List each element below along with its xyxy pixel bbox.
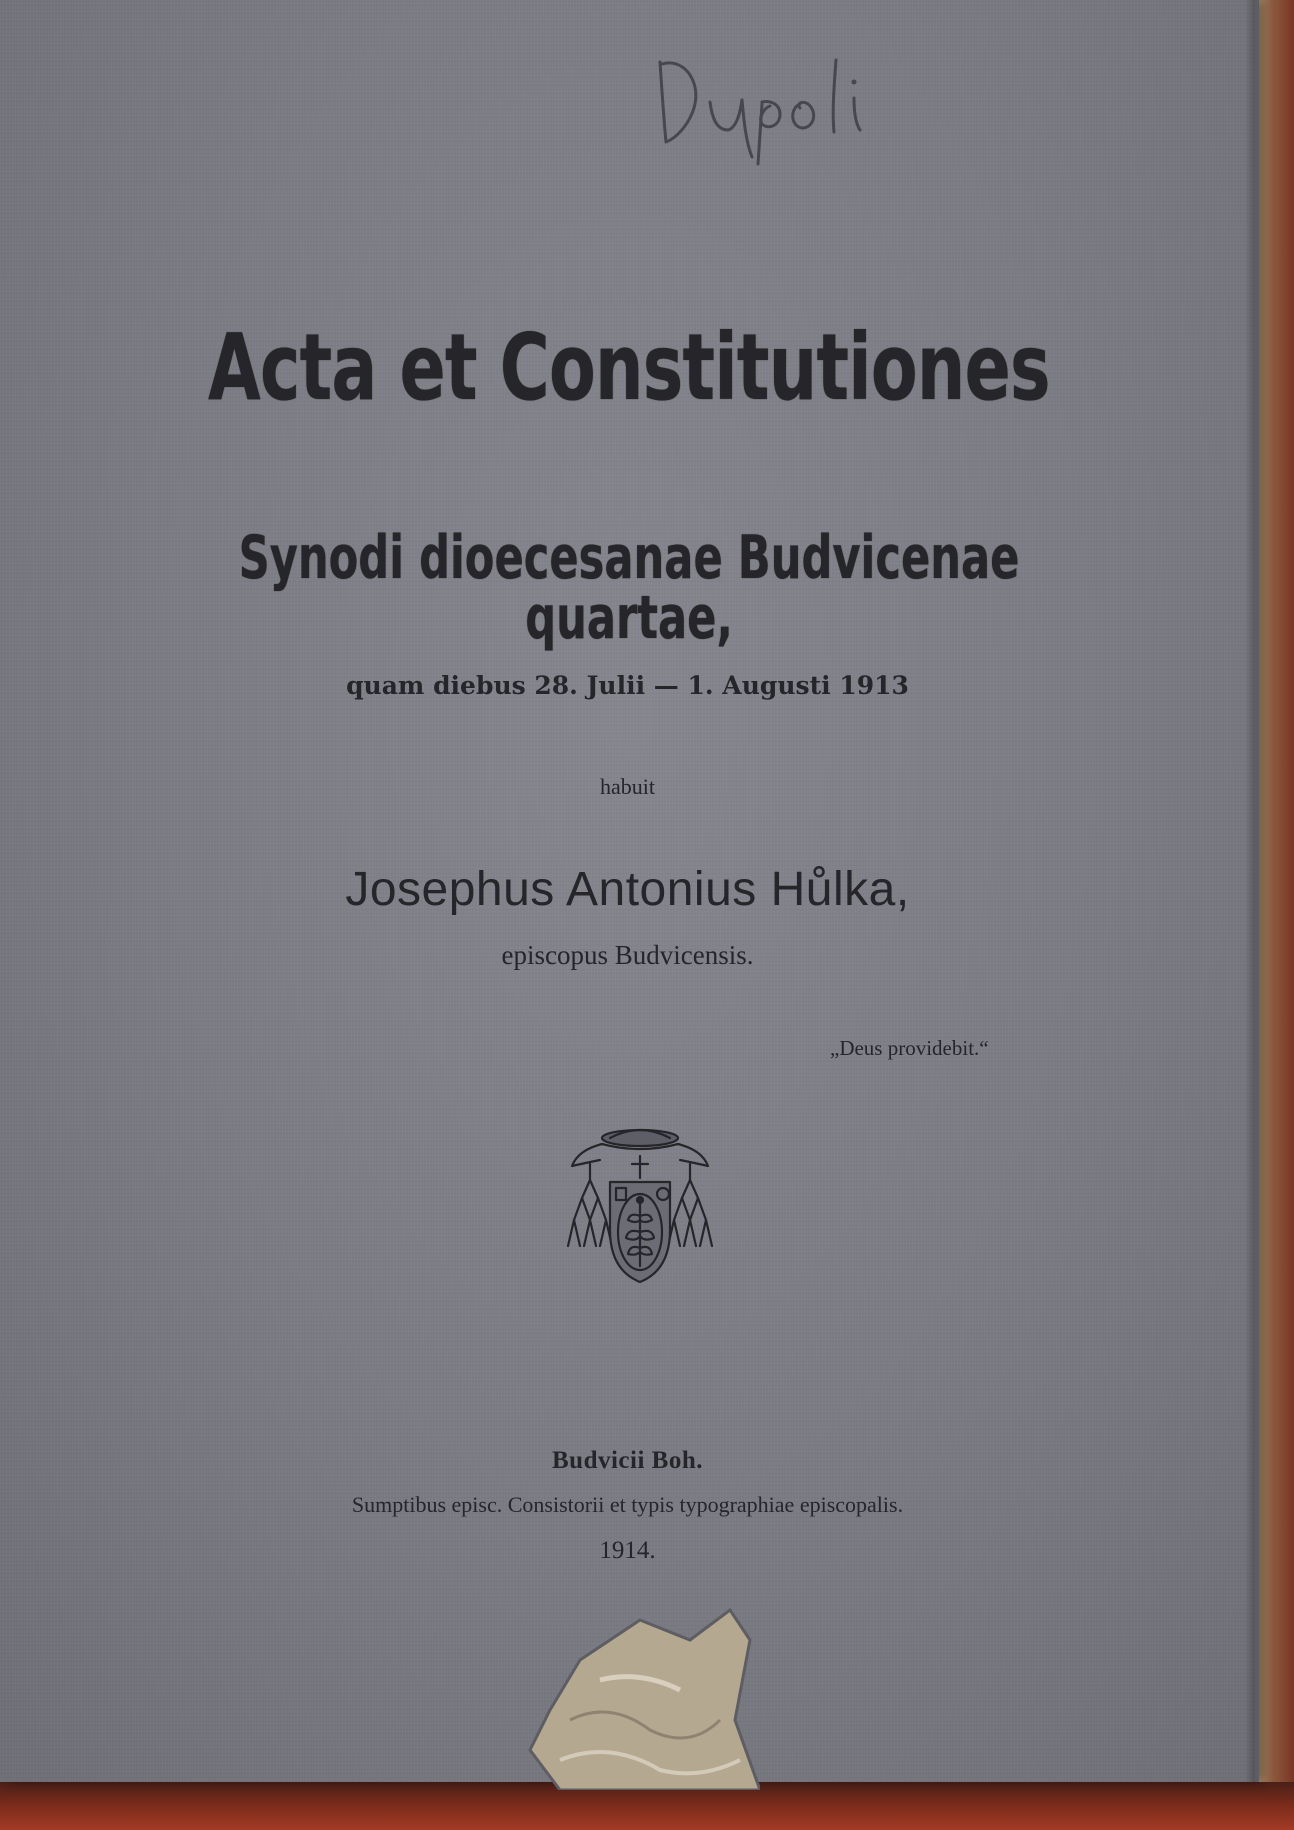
episcopal-coat-of-arms-icon [560, 1120, 720, 1290]
book-subtitle: Synodi dioecesanae Budvicenae quartae, [238, 523, 1020, 653]
habuit-text: habuit [600, 774, 655, 799]
handwriting-icon [640, 42, 960, 172]
author-name: Josephus Antonius Hůlka, [345, 863, 910, 916]
publication-year: 1914. [599, 1537, 656, 1564]
book-title: Acta et Constitutiones [208, 314, 1050, 421]
torn-paper-damage [520, 1600, 760, 1790]
background-edge [1255, 0, 1294, 1782]
motto: „Deus providebit.“ [830, 1036, 989, 1060]
synod-dates: quam diebus 28. Julii — 1. Augusti 1913 [346, 671, 909, 700]
handwritten-inscription [640, 42, 960, 172]
publisher-line: Sumptibus episc. Consistorii et typis typographiae episcopalis. [351, 1492, 904, 1517]
author-office: episcopus Budvicensis. [501, 940, 754, 970]
publication-place: Budvicii Boh. [552, 1447, 703, 1474]
